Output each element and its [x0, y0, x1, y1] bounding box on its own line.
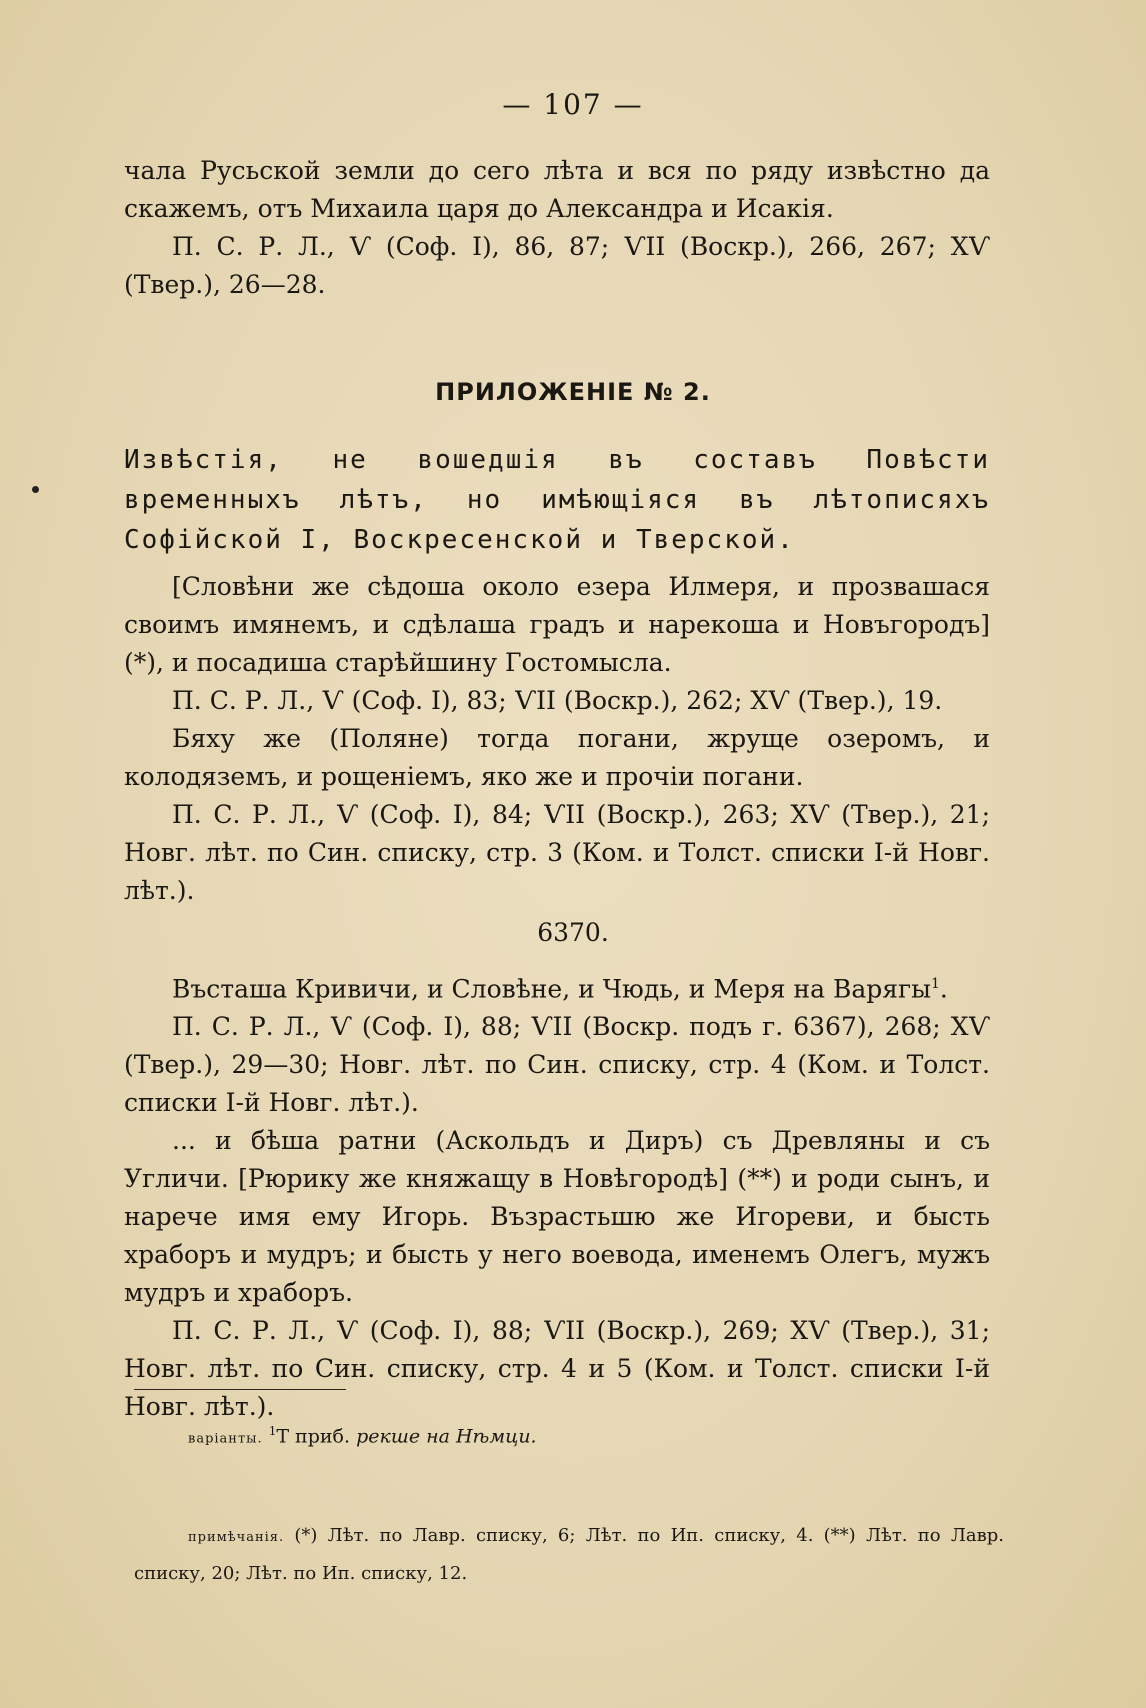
variants-label: варіанты.: [188, 1431, 263, 1447]
entry-polyane: Бяху же (Поляне) тогда погани, жруще озеромъ, и колодяземъ, и рощеніемъ, яко же и прочіи погани.: [124, 724, 990, 791]
margin-dot: [32, 486, 39, 493]
entries-block: [124, 568, 990, 910]
entry-vostasha: [124, 965, 990, 1008]
appendix-subtitle: Извѣстія, не вошедшія въ составъ Повѣсти временныхъ лѣтъ, но имѣющіяся въ лѣтописяхъ Софійской I, Воскресенской и Тверской.: [124, 445, 990, 555]
notes-paragraph: [134, 1518, 1004, 1592]
top-paragraph: чала Русьской земли до сего лѣта и вся по ряду извѣстно да скажемъ, отъ Михаила царя до Александра и Исакія.: [124, 156, 990, 223]
year-entries-block: [124, 965, 990, 1426]
entry-ref-1: П. С. Р. Л., Ѵ (Соф. I), 83; ѴII (Воскр.), 262; ХѴ (Твер.), 19.: [172, 686, 943, 715]
variants-note: [188, 1424, 537, 1447]
footnote-rule: [134, 1389, 346, 1390]
entry-ref-3: П. С. Р. Л., Ѵ (Соф. I), 88; ѴII (Воскр. подъ г. 6367), 268; ХѴ (Твер.), 29—30; Новг. лѣт. по Син. списку, стр. 4 (Ком. и Толст. списки I-й Новг. лѣт.).: [124, 1012, 990, 1118]
entry-slovene: [Словѣни же сѣдоша около езера Илмеря, и прозвашася своимъ имянемъ, и сдѣлаша градъ и нарекоша и Новъгородъ] (*), и посадиша старѣйшину Гостомысла.: [124, 572, 990, 677]
entry-ref-2: П. С. Р. Л., Ѵ (Соф. I), 84; ѴII (Воскр.), 263; ХѴ (Твер.), 21; Новг. лѣт. по Син. списку, стр. 3 (Ком. и Толст. списки I-й Новг. лѣт.).: [124, 800, 990, 905]
variant-marker: 1: [931, 976, 940, 992]
entry-vostasha-end: .: [939, 974, 948, 1004]
entry-askold: ... и бѣша ратни (Аскольдъ и Диръ) съ Древляны и съ Угличи. [Рюрику же княжащу в Новѣгородѣ] (**) и роди сынъ, и нарече имя ему Игорь. Възрастьшю же Игореви, и бысть храборъ и мудръ; и бысть у него воевода, именемъ Олегъ, мужъ мудръ и храборъ.: [124, 1126, 990, 1308]
top-text-block: [124, 152, 990, 304]
appendix-heading: ПРИЛОЖЕНІЕ № 2.: [435, 378, 711, 406]
variants-text: Т приб.: [276, 1425, 351, 1448]
notes-label: примѣчанія.: [188, 1530, 285, 1545]
notes-block: [134, 1518, 1004, 1592]
variants-marker: 1: [268, 1424, 277, 1438]
year-heading: 6370.: [537, 918, 609, 947]
page-number: — 107 —: [502, 88, 644, 121]
entry-vostasha-text: Въсташа Кривичи, и Словѣне, и Чюдь, и Меря на Варягы: [172, 974, 931, 1004]
top-reference: П. С. Р. Л., Ѵ (Соф. I), 86, 87; ѴII (Воскр.), 266, 267; ХѴ (Твер.), 26—28.: [124, 232, 990, 299]
variants-italic: рекше на Нѣмци.: [356, 1425, 537, 1448]
notes-text: (*) Лѣт. по Лавр. списку, 6; Лѣт. по Ип. списку, 4. (**) Лѣт. по Лавр. списку, 20; Лѣт. по Ип. списку, 12.: [134, 1525, 1004, 1584]
entry-ref-4: П. С. Р. Л., Ѵ (Соф. I), 88; ѴII (Воскр.), 269; ХѴ (Твер.), 31; Новг. лѣт. по Син. списку, стр. 4 и 5 (Ком. и Толст. списки I-й Новг. лѣт.).: [124, 1316, 990, 1422]
